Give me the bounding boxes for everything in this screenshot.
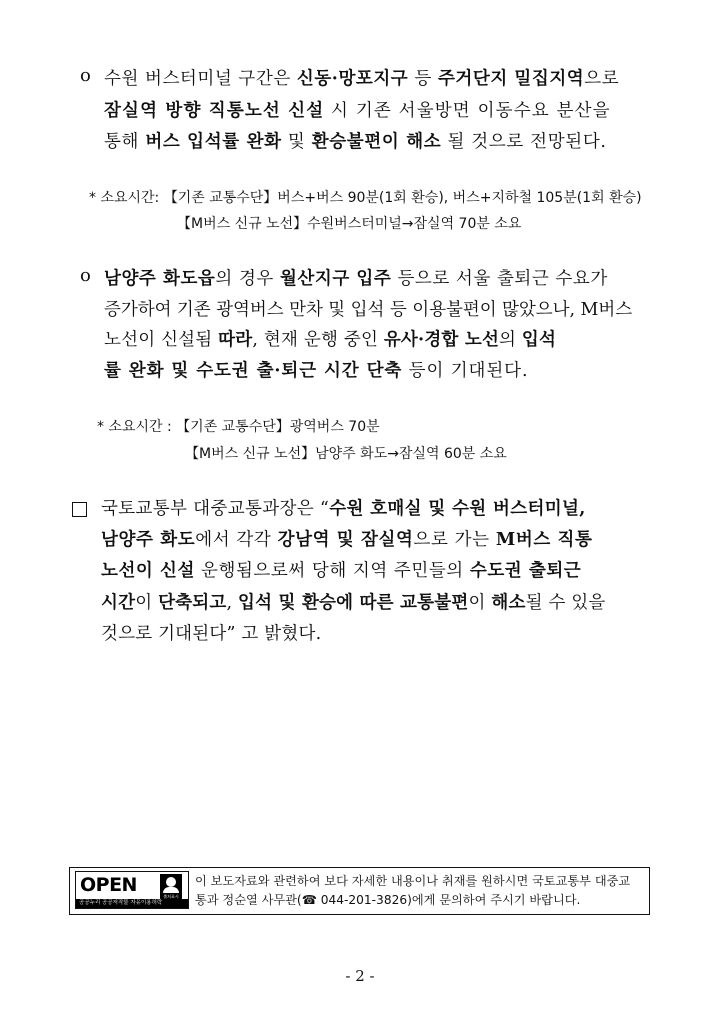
bold-text: 해소	[491, 593, 526, 613]
text-run: 노선이 신설됨	[104, 330, 219, 350]
open-license-logo	[75, 871, 189, 909]
text-run: , 현재 운행 중인	[252, 330, 384, 350]
bold-text: M버스 직통	[495, 530, 593, 550]
text-run: 이	[468, 593, 492, 613]
text-run: 등	[408, 69, 438, 89]
bold-text: 입석 및 환승에 따른 교통불편	[238, 593, 469, 613]
text-line	[101, 557, 581, 582]
text-run: 의	[499, 330, 522, 350]
bold-text: 강남역 및 잠실역	[277, 530, 414, 550]
text-run: 으로 가는	[413, 530, 496, 550]
bold-text: 단축되고	[158, 593, 227, 613]
text-run: 통해	[104, 132, 146, 152]
page-number: - 2 -	[345, 967, 375, 985]
text-line	[104, 357, 528, 382]
text-run: ,	[226, 593, 239, 613]
contact-line-2: 통과 정순열 사무관(☎ 044-201-3826)에게 문의하여 주시기 바랍니다.	[195, 893, 581, 907]
text-line	[104, 128, 607, 153]
text-run: 이	[135, 593, 159, 613]
bold-text: 월산지구 입주	[279, 269, 392, 289]
text-run: 수원 버스터미널 구간은	[104, 69, 297, 89]
text-run: 것으로 기대된다” 고 밝혔다.	[101, 624, 322, 644]
contact-text	[195, 872, 630, 910]
travel-time-note-2-sub: 【M버스 신규 노선】남양주 화도→잠실역 60분 소요	[185, 446, 507, 462]
contact-line-1: 이 보도자료와 관련하여 보다 자세한 내용이나 취재를 원하시면 국토교통부 대중교	[195, 874, 631, 888]
bold-text: 잠실역 방향 직통노선 신설	[104, 101, 325, 121]
text-line	[104, 97, 611, 122]
attribution-label: 출처표시	[163, 894, 179, 899]
text-run: 시 기존 서울방면 이동수요 분산을	[324, 101, 611, 121]
bold-text: 률 완화 및 수도권 출·퇴근 시간 단축	[104, 361, 403, 381]
bold-text: 환승불편이 해소	[311, 132, 442, 152]
text-run: 및	[281, 132, 312, 152]
bullet-marker: o	[80, 265, 91, 286]
text-line	[104, 265, 608, 290]
checkbox-square-icon	[72, 502, 87, 517]
text-run: 의 경우	[215, 269, 280, 289]
text-run: 에서 각각	[195, 530, 278, 550]
text-run: 국토교통부 대중교통과장은 “	[101, 499, 330, 519]
text-line	[101, 495, 586, 520]
text-run: 될 것으로 전망된다.	[441, 132, 607, 152]
bold-text: 노선이 신설	[101, 561, 195, 581]
text-line	[101, 620, 321, 645]
bold-text: 유사·경합 노선	[383, 330, 500, 350]
bold-text: 시간	[101, 593, 136, 613]
bold-text: 수원 호매실 및 수원 버스터미널,	[329, 499, 586, 519]
text-line	[101, 526, 593, 551]
travel-time-note-2: * 소요시간 : 【기존 교통수단】광역버스 70분	[97, 419, 380, 435]
bold-text: 입석	[521, 330, 557, 350]
text-line	[104, 296, 632, 321]
travel-time-note-1-sub: 【M버스 신규 노선】수원버스터미널→잠실역 70분 소요	[177, 216, 522, 232]
text-run: 증가하여 기존 광역버스 만차 및 입석 등 이용불편이 많았으나, M버스	[104, 300, 633, 320]
text-run: 으로	[584, 69, 620, 89]
text-run: 등으로 서울 출퇴근 수요가	[391, 269, 608, 289]
bold-text: 버스 입석률 완화	[145, 132, 282, 152]
text-run: 될 수 있을	[525, 593, 606, 613]
bold-text: 수도권 출퇴근	[469, 561, 582, 581]
bold-text: 따라	[218, 330, 253, 350]
bullet-marker: o	[80, 65, 91, 86]
bold-text: 주거단지 밀집지역	[437, 69, 585, 89]
logo-open-text: OPEN	[80, 874, 137, 896]
text-line	[101, 589, 606, 614]
bold-text: 남양주 화도읍	[104, 269, 216, 289]
text-run: 운행됨으로써 당해 지역 주민들의	[194, 561, 470, 581]
bold-text: 남양주 화도	[101, 530, 196, 550]
contact-info-box	[69, 867, 650, 915]
logo-caption: 공공누리 공공저작물 자유이용허락	[76, 899, 188, 908]
text-run: 등이 기대된다.	[402, 361, 529, 381]
bold-text: 신동·망포지구	[296, 69, 409, 89]
text-line	[104, 65, 619, 90]
text-line	[104, 326, 556, 351]
attribution-icon	[160, 874, 182, 900]
travel-time-note-1: * 소요시간: 【기존 교통수단】버스+버스 90분(1회 환승), 버스+지하철 105분(1회 환승)	[89, 190, 642, 206]
